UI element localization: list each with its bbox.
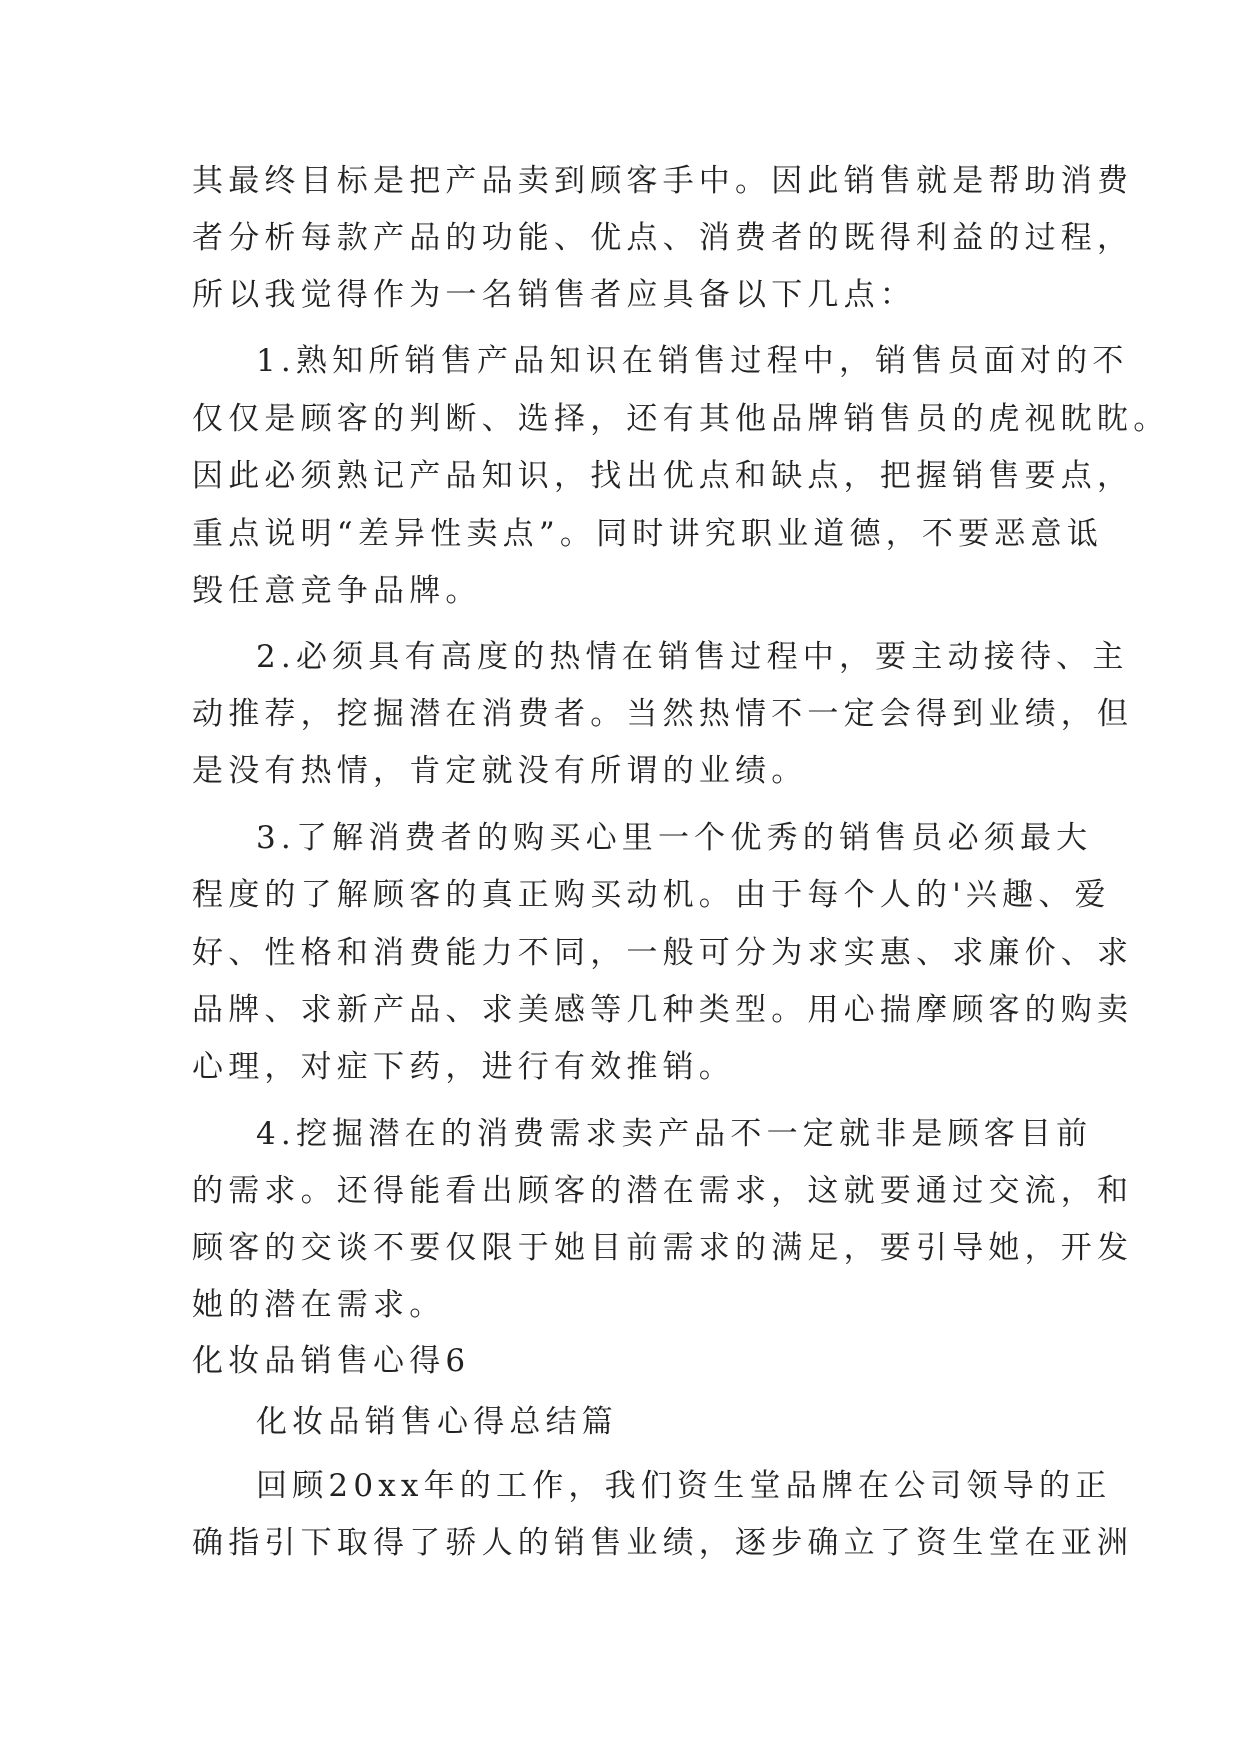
paragraph-line: 好、性格和消费能力不同，一般可分为求实惠、求廉价、求 [192,935,1134,971]
paragraph-line: 是没有热情，肯定就没有所谓的业绩。 [192,753,808,789]
paragraph-line: 因此必须熟记产品知识，找出优点和缺点，把握销售要点， [192,458,1134,494]
paragraph-line: 其最终目标是把产品卖到顾客手中。因此销售就是帮助消费 [192,163,1134,199]
list-item-line: 3.了解消费者的购买心里一个优秀的销售员必须最大 [256,820,1093,856]
paragraph-line: 毁任意竞争品牌。 [192,573,482,609]
paragraph-line: 的需求。还得能看出顾客的潜在需求，这就要通过交流，和 [192,1173,1134,1209]
paragraph-line: 她的潜在需求。 [192,1287,446,1323]
paragraph-line: 确指引下取得了骄人的销售业绩，逐步确立了资生堂在亚洲 [192,1525,1134,1561]
paragraph-line: 者分析每款产品的功能、优点、消费者的既得利益的过程， [192,220,1134,256]
list-item-line: 1.熟知所销售产品知识在销售过程中，销售员面对的不 [256,343,1129,379]
list-item-line: 2.必须具有高度的热情在销售过程中，要主动接待、主 [256,639,1129,675]
paragraph-line: 品牌、求新产品、求美感等几种类型。用心揣摩顾客的购卖 [192,992,1134,1028]
paragraph-line: 所以我觉得作为一名销售者应具备以下几点： [192,277,916,313]
list-item-line: 4.挖掘潜在的消费需求卖产品不一定就非是顾客目前 [256,1116,1093,1152]
paragraph-line: 仅仅是顾客的判断、选择，还有其他品牌销售员的虎视眈眈。 [192,401,1170,437]
paragraph-line: 动推荐，挖掘潜在消费者。当然热情不一定会得到业绩，但 [192,696,1134,732]
paragraph-line: 回顾20xx年的工作，我们资生堂品牌在公司领导的正 [256,1468,1112,1504]
paragraph-line: 心理，对症下药，进行有效推销。 [192,1049,735,1085]
paragraph-line: 顾客的交谈不要仅限于她目前需求的满足，要引导她，开发 [192,1230,1134,1266]
subsection-heading: 化妆品销售心得总结篇 [256,1404,618,1440]
section-heading: 化妆品销售心得6 [192,1343,471,1379]
paragraph-line: 重点说明“差异性卖点”。同时讲究职业道德，不要恶意诋 [192,516,1103,552]
paragraph-line: 程度的了解顾客的真正购买动机。由于每个人的'兴趣、爱 [192,877,1111,913]
